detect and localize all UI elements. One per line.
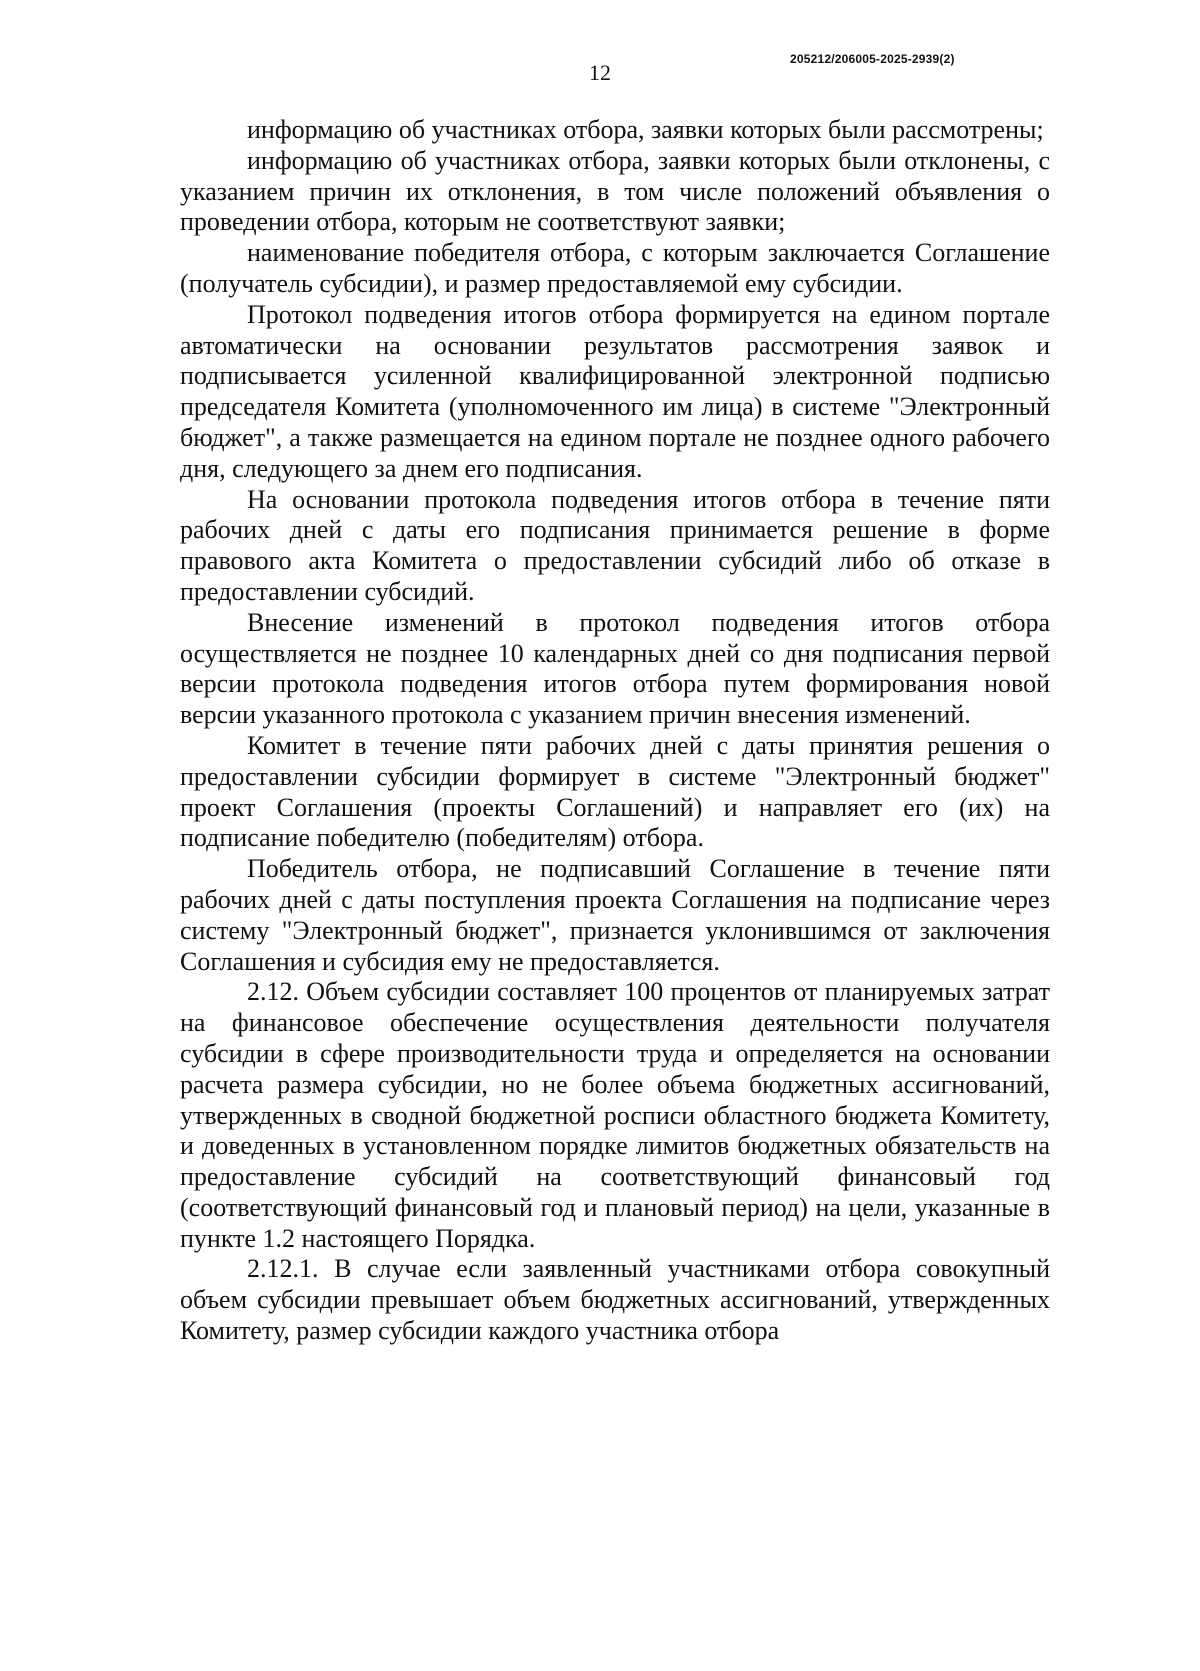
paragraph: наименование победителя отбора, с которым заключается Соглашение (получатель субсидии), и размер предоставляемой ему субсидии. (180, 238, 1050, 298)
paragraph: 2.12. Объем субсидии составляет 100 процентов от планируемых затрат на финансовое обеспечение осуществления деятельности получателя субсидии в сфере производительности труда и определяется на основании расчета размера субсидии, но не более объема бюджетных ассигнований, утвержденных в сводной бюджетной росписи областного бюджета Комитету, и доведенных в установленном порядке лимитов бюджетных обязательств на предоставление субсидий на соответствующий финансовый год (соответствующий финансовый год и плановый период) на цели, указанные в пункте 1.2 настоящего Порядка. (180, 977, 1050, 1253)
paragraph: Победитель отбора, не подписавший Соглашение в течение пяти рабочих дней с даты поступления проекта Соглашения на подписание через систему "Электронный бюджет", признается уклонившимся от заключения Соглашения и субсидия ему не предоставляется. (180, 854, 1050, 976)
page-number: 12 (589, 60, 611, 85)
paragraph: Протокол подведения итогов отбора формируется на едином портале автоматически на основании результатов рассмотрения заявок и подписывается усиленной квалифицированной электронной подписью председателя Комитета (уполномоченного им лица) в системе "Электронный бюджет", а также размещается на едином портале не позднее одного рабочего дня, следующего за днем его подписания. (180, 299, 1050, 483)
paragraph: информацию об участниках отбора, заявки которых были рассмотрены; (247, 115, 1044, 144)
paragraph: Внесение изменений в протокол подведения итогов отбора осуществляется не позднее 10 календарных дней со дня подписания первой версии протокола подведения итогов отбора путем формирования новой версии указанного протокола с указанием причин внесения изменений. (180, 607, 1050, 730)
paragraph: 2.12.1. В случае если заявленный участниками отбора совокупный объем субсидии превышает объем бюджетных ассигнований, утвержденных Комитету, размер субсидии каждого участника отбора (180, 1254, 1050, 1346)
document-body (180, 115, 1050, 1347)
document-code: 205212/206005-2025-2939(2) (790, 52, 955, 66)
paragraph: На основании протокола подведения итогов отбора в течение пяти рабочих дней с даты его подписания принимается решение в форме правового акта Комитета о предоставлении субсидий либо об отказе в предоставлении субсидий. (180, 484, 1050, 606)
paragraph: Комитет в течение пяти рабочих дней с даты принятия решения о предоставлении субсидии формирует в системе "Электронный бюджет" проект Соглашения (проекты Соглашений) и направляет его (их) на подписание победителю (победителям) отбора. (180, 730, 1050, 853)
paragraph: информацию об участниках отбора, заявки которых были отклонены, с указанием причин их отклонения, в том числе положений объявления о проведении отбора, которым не соответствуют заявки; (180, 145, 1050, 237)
